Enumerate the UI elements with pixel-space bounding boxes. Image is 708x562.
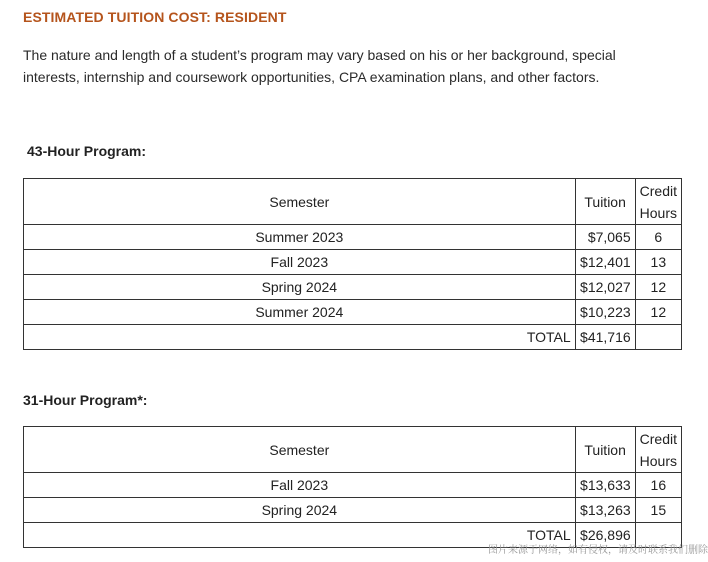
tuition-cell: $12,401 [575,250,635,275]
semester-header: Semester [24,179,576,225]
table-row [24,225,682,250]
total-value: $26,896 [575,523,635,548]
credits-cell: 12 [635,275,681,300]
tuition-header: Tuition [575,179,635,225]
credits-cell: 6 [635,225,681,250]
total-credits-cell [635,325,681,350]
semester-cell: Spring 2024 [24,498,576,523]
table-row [24,275,682,300]
total-row [24,325,682,350]
tuition-cell: $12,027 [575,275,635,300]
table-header-row [24,427,682,473]
total-label: TOTAL [24,523,576,548]
credit-header-line2: Hours [639,452,677,469]
tuition-cell: $7,065 [575,225,635,250]
credits-cell: 13 [635,250,681,275]
intro-paragraph: The nature and length of a student’s program may vary based on his or her background, special interests, internship and coursework opportunities, CPA examination plans, and other factors. [23,47,616,85]
credits-cell: 16 [635,473,681,498]
table-row [24,250,682,275]
semester-cell: Summer 2024 [24,300,576,325]
total-label: TOTAL [24,325,576,350]
table-row [24,473,682,498]
credit-hours-header [635,179,681,225]
page-heading: ESTIMATED TUITION COST: RESIDENT [23,9,287,25]
semester-cell: Fall 2023 [24,473,576,498]
program-31-title: 31-Hour Program*: [23,392,148,408]
tuition-cell: $13,633 [575,473,635,498]
semester-cell: Summer 2023 [24,225,576,250]
credit-header-line1: Credit [639,182,677,199]
credits-cell: 12 [635,300,681,325]
semester-header: Semester [24,427,576,473]
tuition-cell: $13,263 [575,498,635,523]
program-31-table [23,426,682,548]
semester-cell: Spring 2024 [24,275,576,300]
watermark-text: 图片来源于网络，如有侵权，请及时联系我们删除 [488,545,708,556]
credits-cell: 15 [635,498,681,523]
tuition-header: Tuition [575,427,635,473]
credit-header-line2: Hours [639,204,677,221]
table-header-row [24,179,682,225]
total-value: $41,716 [575,325,635,350]
credit-header-line1: Credit [639,430,677,447]
table-row [24,300,682,325]
program-43-title: 43-Hour Program: [27,143,147,159]
table-row [24,498,682,523]
credit-hours-header [635,427,681,473]
tuition-cell: $10,223 [575,300,635,325]
program-43-table [23,178,682,350]
semester-cell: Fall 2023 [24,250,576,275]
